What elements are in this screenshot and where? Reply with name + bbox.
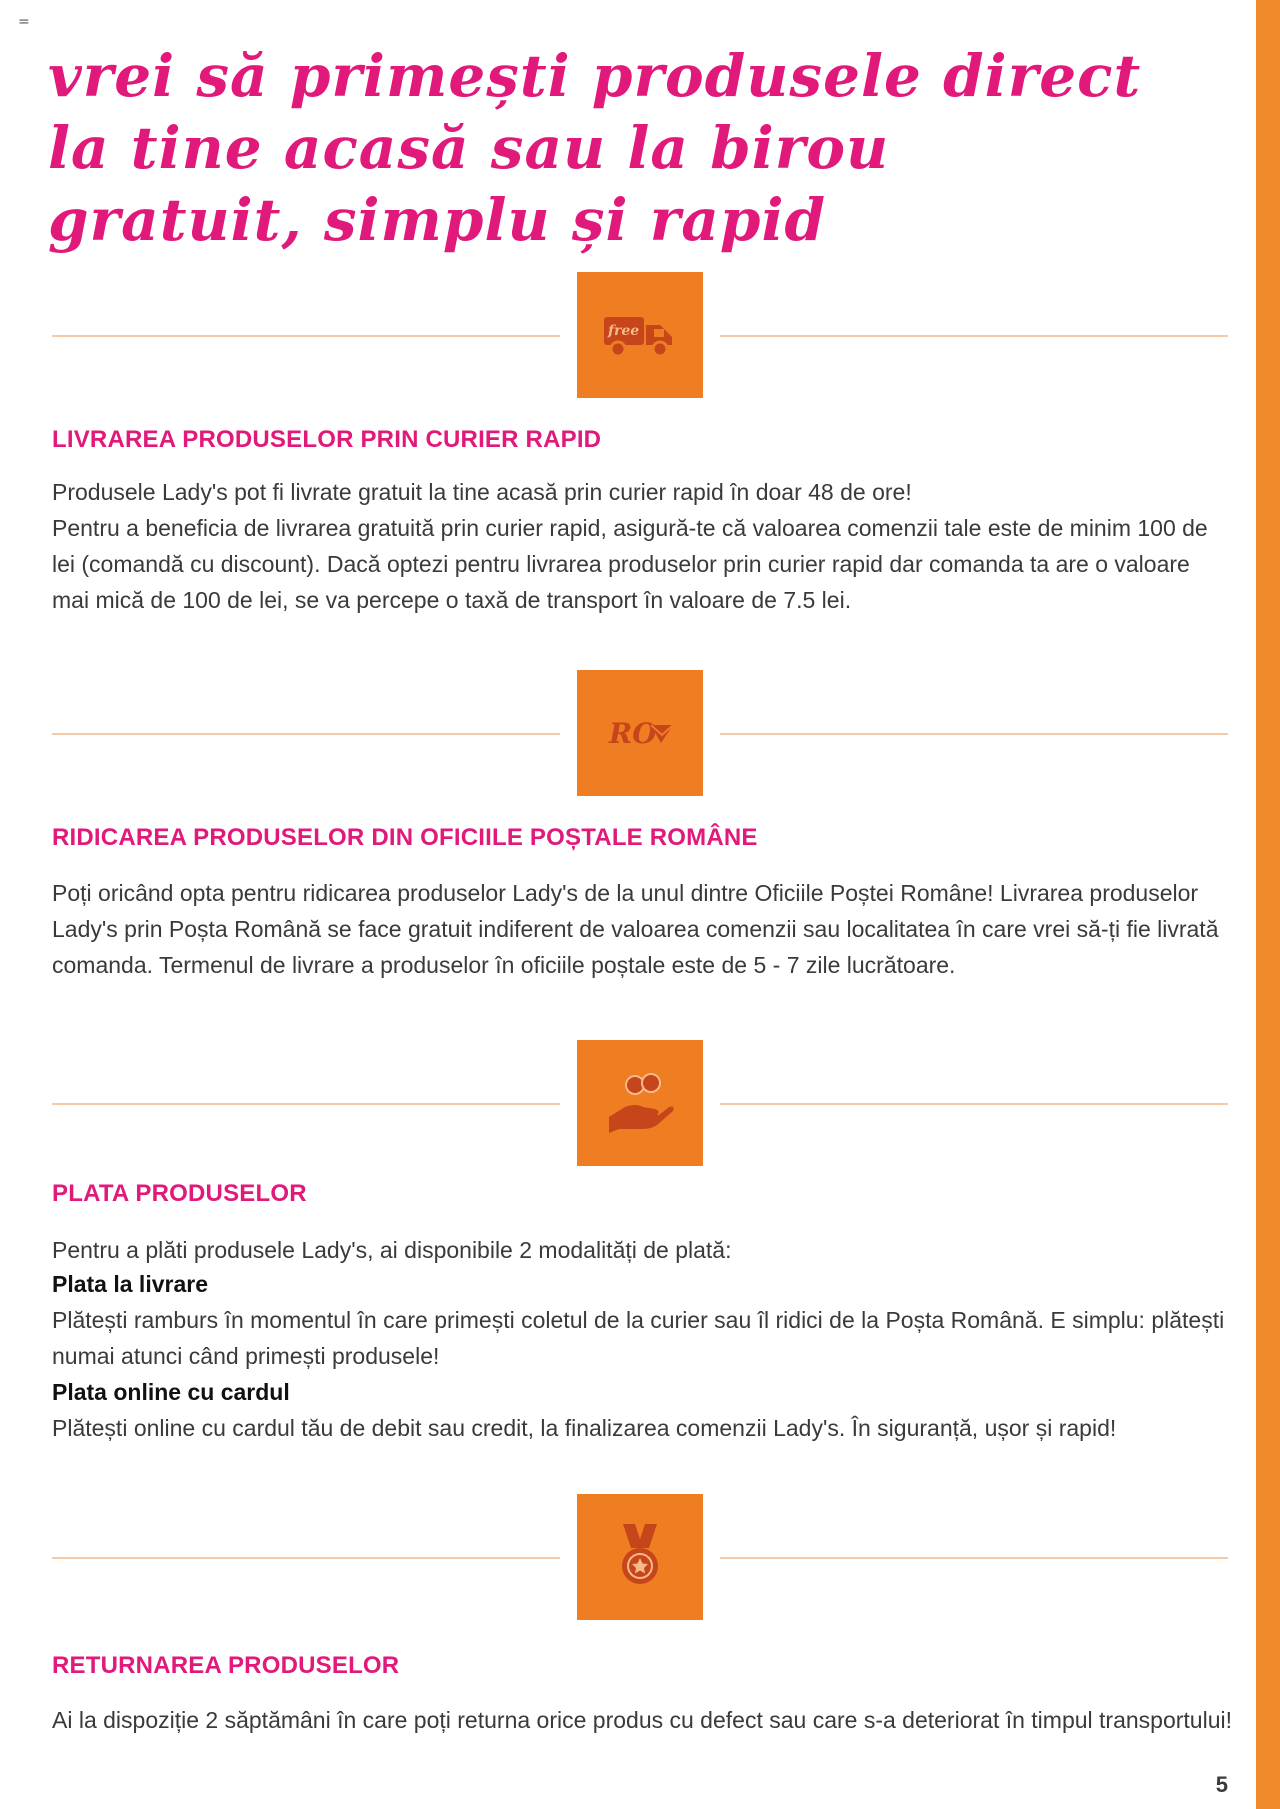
corner-mark: = — [18, 14, 30, 30]
divider-line-right — [720, 733, 1228, 735]
returns-title: RETURNAREA PRODUSELOR — [52, 1652, 400, 1679]
svg-text:RO: RO — [609, 717, 657, 750]
returns-text: Ai la dispoziție 2 săptămâni în care poți returna orice produs cu defect sau care s-a deteriorat în timpul transportului! — [52, 1707, 1232, 1733]
hero-line-1: vrei să primești produsele direct — [48, 42, 1142, 110]
posta-romana-logo-icon — [577, 670, 703, 796]
free-delivery-truck-icon — [577, 272, 703, 398]
delivery-text-2: Pentru a beneficia de livrarea gratuită prin curier rapid, asigură-te că valoarea comenzii tale este de minim 100 de lei (comandă cu discount). Dacă optezi pentru livrarea produselor prin curier rapid dar comanda ta are o valoare mai mică de 100 de lei, se va percepe o taxă de transport în valoare de 7.5 lei. — [52, 515, 1208, 613]
post-title: RIDICAREA PRODUSELOR DIN OFICIILE POȘTALE ROMÂNE — [52, 824, 758, 851]
delivery-divider — [52, 272, 1228, 400]
truck-icon-text: free — [608, 323, 640, 339]
post-text-1: Poți oricând opta pentru ridicarea produselor Lady's de la unul dintre Oficiile Poștei Române! Livrarea produselor Lady's prin Poșta Română se face gratuit indiferent de valoarea comenzii sau localitatea în care vrei să-ți fie livrată comanda. Termenul de livrare a produselor în oficiile poștale este de 5 - 7 zile lucrătoare. — [52, 880, 1219, 978]
page-number: 5 — [1215, 1772, 1228, 1797]
payment-intro: Pentru a plăti produsele Lady's, ai disponibile 2 modalități de plată: — [52, 1237, 732, 1263]
divider-line-right — [720, 1103, 1228, 1105]
delivery-text-1: Produsele Lady's pot fi livrate gratuit la tine acasă prin curier rapid în doar 48 de ore! — [52, 479, 912, 505]
page-edge-bar — [1256, 0, 1280, 1809]
divider-line-left — [52, 335, 560, 337]
divider-line-left — [52, 1103, 560, 1105]
hand-coins-icon — [577, 1040, 703, 1166]
hero-line-2: la tine acasă sau la birou — [48, 114, 890, 182]
divider-line-right — [720, 335, 1228, 337]
hero-heading — [48, 40, 1188, 256]
post-divider — [52, 670, 1228, 798]
payment-on-delivery-text: Plătești ramburs în momentul în care primești coletul de la curier sau îl ridici de la Poșta Română. E simplu: plătești numai atunci când primești produsele! — [52, 1307, 1225, 1369]
payment-divider — [52, 1040, 1228, 1168]
returns-divider — [52, 1494, 1228, 1622]
payment-online-text: Plătești online cu cardul tău de debit sau credit, la finalizarea comenzii Lady's. În siguranță, ușor și rapid! — [52, 1415, 1117, 1441]
payment-title: PLATA PRODUSELOR — [52, 1180, 307, 1207]
divider-line-left — [52, 1557, 560, 1559]
medal-icon — [577, 1494, 703, 1620]
divider-line-left — [52, 733, 560, 735]
hero-line-3: gratuit, simplu și rapid — [48, 186, 827, 254]
divider-line-right — [720, 1557, 1228, 1559]
payment-on-delivery-heading: Plata la livrare — [52, 1271, 208, 1297]
payment-online-heading: Plata online cu cardul — [52, 1379, 290, 1405]
delivery-title: LIVRAREA PRODUSELOR PRIN CURIER RAPID — [52, 426, 602, 453]
